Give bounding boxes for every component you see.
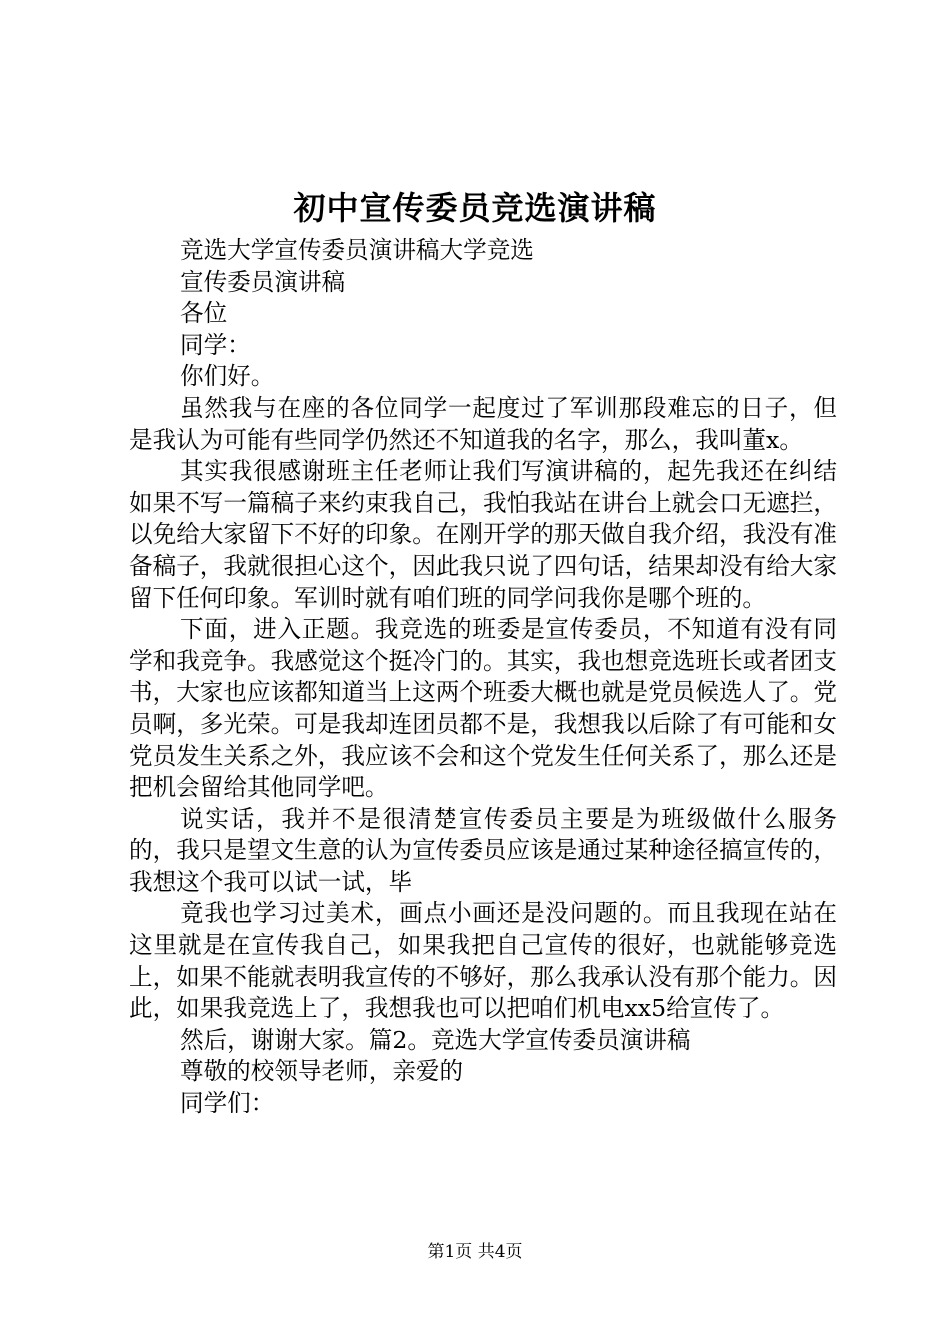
body-paragraph: 其实我很感谢班主任老师让我们写演讲稿的，起先我还在纠结如果不写一篇稿子来约束我自己，我怕我站在讲台上就会口无遮拦，以免给大家留下不好的印象。在刚开学的那天做自我介绍，我没有准备稿子，我就很担心这个，因此我只说了四句话，结果却没有给大家留下任何印象。军训时就有咱们班的同学问我你是哪个班的。 xyxy=(129,457,837,612)
body-line: 你们好。 xyxy=(180,362,275,391)
body-line: 然后，谢谢大家。篇2。竞选大学宣传委员演讲稿 xyxy=(180,1025,691,1054)
body-paragraph: 虽然我与在座的各位同学一起度过了军训那段难忘的日子，但是我认为可能有些同学仍然还不知道我的名字，那么，我叫董x。 xyxy=(129,393,837,454)
body-line: 各位 xyxy=(180,299,228,328)
document-title: 初中宣传委员竞选演讲稿 xyxy=(293,189,657,227)
body-paragraph: 下面，进入正题。我竞选的班委是宣传委员，不知道有没有同学和我竞争。我感觉这个挺冷门的。其实，我也想竞选班长或者团支书，大家也应该都知道当上这两个班委大概也就是党员候选人了。党员啊，多光荣。可是我却连团员都不是，我想我以后除了有可能和女党员发生关系之外，我应该不会和这个党发生任何关系了，那么还是把机会留给其他同学吧。 xyxy=(129,615,837,802)
page-footer: 第1页 共4页 xyxy=(427,1242,523,1262)
body-line: 同学： xyxy=(180,330,251,359)
body-paragraph: 说实话，我并不是很清楚宣传委员主要是为班级做什么服务的，我只是望文生意的认为宣传委员应该是通过某种途径搞宣传的，我想这个我可以试一试，毕 xyxy=(129,804,837,896)
body-paragraph: 竟我也学习过美术，画点小画还是没问题的。而且我现在站在这里就是在宣传我自己，如果我把自己宣传的很好，也就能够竞选上，如果不能就表明我宣传的不够好，那么我承认没有那个能力。因此，如果我竞选上了，我想我也可以把咱们机电xx5给宣传了。 xyxy=(129,899,837,1023)
body-line: 宣传委员演讲稿 xyxy=(180,267,346,296)
body-line: 竞选大学宣传委员演讲稿大学竞选 xyxy=(180,236,534,264)
body-line: 尊敬的校领导老师，亲爱的 xyxy=(180,1057,464,1086)
document-body xyxy=(129,235,837,1120)
body-line: 同学们： xyxy=(180,1089,275,1118)
